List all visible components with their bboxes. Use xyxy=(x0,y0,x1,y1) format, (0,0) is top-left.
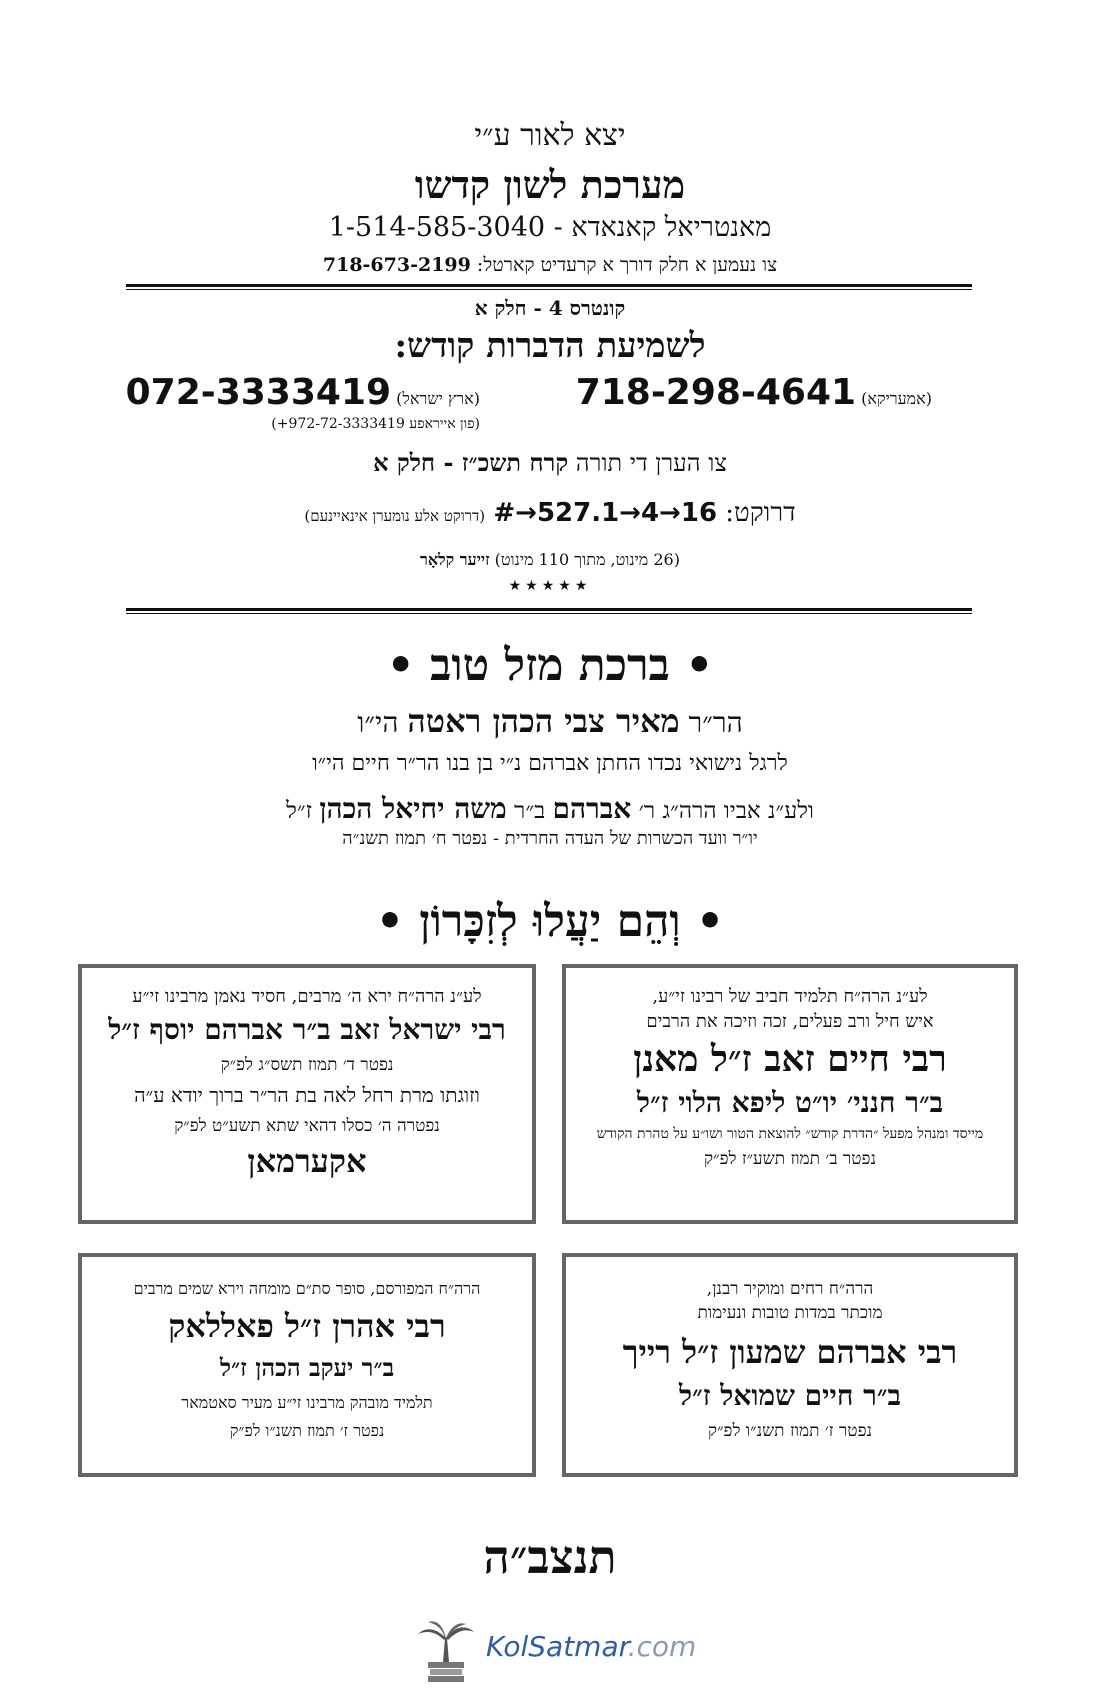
father-name-2: משה יחיאל הכהן xyxy=(319,792,507,825)
phone-europe-line: (פון אייראפע 972-72-3333419+) xyxy=(271,416,480,432)
recording-length xyxy=(0,550,1100,570)
box-line: לע״נ הרה״ח ירא ה׳ מרבים, חסיד נאמן מרבינו זי״ע xyxy=(132,986,482,1007)
phone-america xyxy=(576,372,932,413)
publisher-credit-card-line xyxy=(0,254,1100,277)
phone-israel-number: 072-3333419 xyxy=(125,372,392,413)
memorial-box-pollak xyxy=(78,1253,536,1477)
box-line: הרה״ח המפורסם, סופר סת״ם מומחה וירא שמים מרבים xyxy=(133,1279,481,1298)
dial-label: דרוקט: xyxy=(717,498,796,528)
father-suffix: ז״ל xyxy=(286,798,320,824)
dial-code: #→527.1→4→16 xyxy=(493,498,718,528)
palm-tree-books-icon xyxy=(416,1618,476,1684)
dial-instruction xyxy=(0,498,1100,528)
listen-instruction xyxy=(0,448,1100,478)
memorial-box-ackerman xyxy=(78,964,536,1224)
listen-prefix: צו הערן די תורה xyxy=(568,449,727,477)
box-line: נפטר ז׳ תמוז תשנ״ו לפ״ק xyxy=(229,1421,385,1440)
box-line: לע״נ הרה״ח תלמיד חביב של רבינו זי״ע, xyxy=(652,986,928,1007)
mazel-tov-title: • ברכת מזל טוב • xyxy=(386,640,714,691)
publisher-name: מערכת לשון קדשו xyxy=(414,162,686,207)
listen-topic: קרח תשכ״ז - חלק א xyxy=(373,448,569,477)
dial-note: (דרוקט אלע נומערן אינאיינעם) xyxy=(304,507,486,525)
box-name: רבי אהרן ז״ל פאללאק xyxy=(168,1307,446,1345)
wedding-line: לרגל נישואי נכדו החתן אברהם נ״י בן בנו הר״ר חיים הי״ו xyxy=(312,751,788,776)
memorial-box-mannen xyxy=(562,964,1018,1224)
box-name: רבי אברהם שמעון ז״ל רייך xyxy=(622,1333,958,1371)
hearing-heading: לשמיעת הדברות קודש: xyxy=(394,326,706,366)
credit-card-phone: 718-673-2199 xyxy=(322,254,471,276)
kolsatmar-logo[interactable] xyxy=(416,1618,706,1686)
closing-acronym: תנצב״ה xyxy=(483,1530,617,1584)
credit-card-text: צו נעמען א חלק דורך א קרעדיט קארטל: xyxy=(470,254,778,276)
length-note: (26 מינוט, מתוך 110 מינוט) xyxy=(489,550,680,569)
box-family-name: אקערמאן xyxy=(247,1142,367,1180)
box-name: רבי חיים זאב ז״ל מאנן xyxy=(633,1038,947,1080)
phone-america-number: 718-298-4641 xyxy=(575,372,857,413)
phone-israel xyxy=(126,372,480,413)
box-line: תלמיד מובהק מרבינו זי״ע מעיר סאטמאר xyxy=(181,1393,433,1412)
memorial-title: • וְהֵם יַעֲלוּ לְזִכָּרוֹן • xyxy=(375,896,725,947)
father-line xyxy=(0,792,1100,826)
logo-text xyxy=(486,1630,696,1663)
father-mid: ב״ר xyxy=(506,798,553,824)
phone-america-tag: (אמעריקא) xyxy=(861,389,932,408)
father-prefix: ולע״נ אביו הרה״ג ר׳ xyxy=(631,798,814,824)
publisher-location-phone: מאנטריאל קאנאדא - 1-514-585-3040 xyxy=(328,212,772,243)
honoree-prefix: הר״ר xyxy=(679,706,743,739)
publisher-intro: יצא לאור ע״י xyxy=(474,118,626,153)
box-name: רבי ישראל זאב ב״ר אברהם יוסף ז״ל xyxy=(108,1013,506,1046)
audio-quality: זייער קלאָר xyxy=(420,550,490,569)
divider-middle xyxy=(126,608,972,614)
box-line: ב״ר חיים שמואל ז״ל xyxy=(678,1379,902,1412)
box-line: איש חיל ורב פעלים, זכה וזיכה את הרבים xyxy=(646,1011,934,1032)
quality-stars: ★★★★★ xyxy=(508,578,592,594)
box-line: ב״ר חנני׳ יו״ט ליפא הלוי ז״ל xyxy=(636,1086,944,1119)
honoree-name: מאיר צבי הכהן ראטה xyxy=(407,702,680,740)
box-line: נפטר ד׳ תמוז תשס״ג לפ״ק xyxy=(220,1055,394,1075)
box-line: הרה״ח רחים ומוקיר רבנן, xyxy=(706,1279,874,1299)
box-line: נפטר ב׳ תמוז תשע״ז לפ״ק xyxy=(704,1149,876,1169)
logo-domain: .com xyxy=(627,1630,697,1663)
honoree-suffix: הי״ו xyxy=(357,706,408,739)
father-title-line: יו״ר וועד הכשרות של העדה החרדית - נפטר ח׳ תמוז תשנ״ה xyxy=(342,828,758,849)
box-line: נפטרה ה׳ כסלו דהאי שתא תשע״ט לפ״ק xyxy=(174,1116,440,1136)
divider-top xyxy=(126,284,972,290)
box-line: מייסד ומנהל מפעל ״הדרת קודש״ להוצאת הטור ושו״ע על טהרת הקודש xyxy=(596,1126,984,1142)
box-line: ב״ר יעקב הכהן ז״ל xyxy=(219,1353,395,1382)
logo-kol: KolSatmar xyxy=(486,1630,628,1663)
box-line: וזוגתו מרת רחל לאה בת הר״ר ברוך יודא ע״ה xyxy=(134,1083,480,1107)
box-line: נפטר ז׳ תמוז תשנ״ו לפ״ק xyxy=(707,1421,873,1441)
kuntres-label: קונטרס 4 - חלק א xyxy=(474,296,626,320)
honoree-line xyxy=(0,702,1100,740)
box-line: מוכתר במדות טובות ונעימות xyxy=(697,1303,883,1323)
father-name: אברהם xyxy=(552,792,632,825)
phone-israel-tag: (ארץ ישראל) xyxy=(396,389,480,408)
memorial-box-reich xyxy=(562,1253,1018,1477)
